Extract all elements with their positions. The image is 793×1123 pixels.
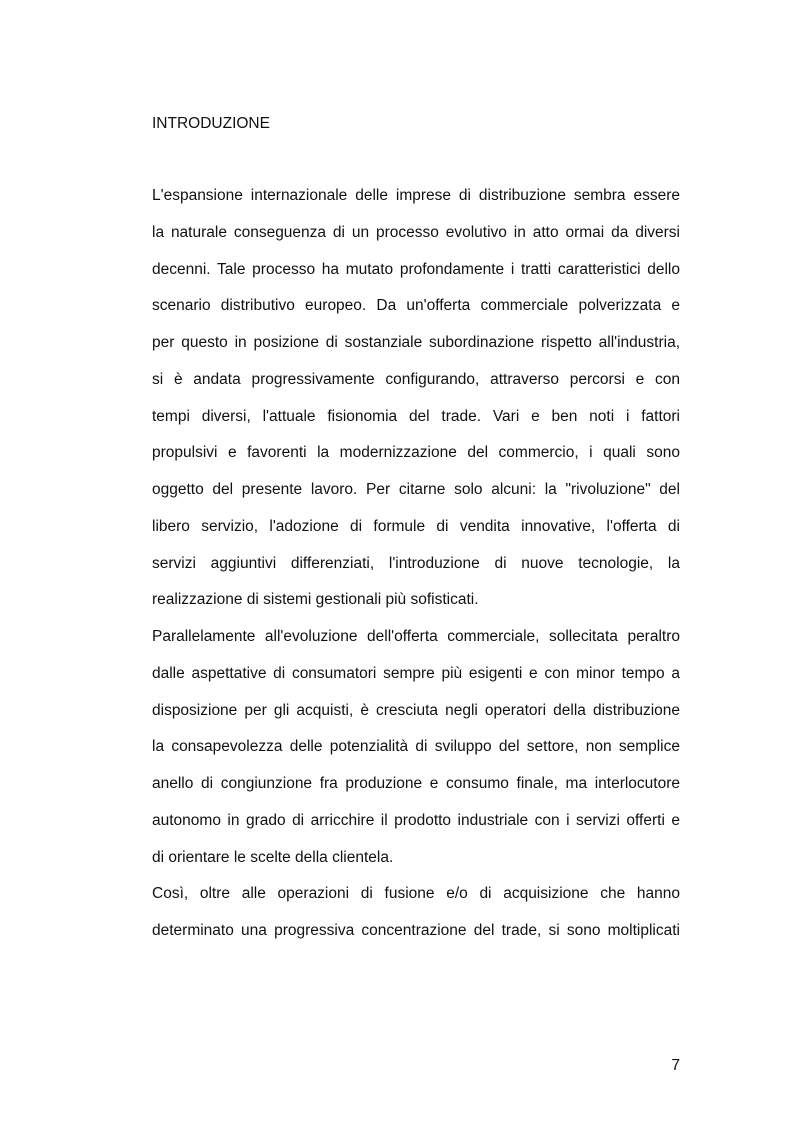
body-line: la naturale conseguenza di un processo evolutivo in atto ormai da diversi bbox=[152, 224, 680, 241]
body-line: realizzazione di sistemi gestionali più sofisticati. bbox=[152, 591, 479, 608]
body-line: decenni. Tale processo ha mutato profondamente i tratti caratteristici dello bbox=[152, 261, 680, 278]
body-line: anello di congiunzione fra produzione e consumo finale, ma interlocutore bbox=[152, 775, 680, 792]
body-line: L'espansione internazionale delle imprese di distribuzione sembra essere bbox=[152, 187, 680, 204]
body-line: libero servizio, l'adozione di formule di vendita innovative, l'offerta di bbox=[152, 518, 680, 535]
body-line: oggetto del presente lavoro. Per citarne solo alcuni: la "rivoluzione" del bbox=[152, 481, 680, 498]
body-line: servizi aggiuntivi differenziati, l'introduzione di nuove tecnologie, la bbox=[152, 555, 680, 572]
section-heading: INTRODUZIONE bbox=[152, 115, 270, 132]
body-line: Così, oltre alle operazioni di fusione e/o di acquisizione che hanno bbox=[152, 885, 680, 902]
body-line: scenario distributivo europeo. Da un'offerta commerciale polverizzata e bbox=[152, 297, 680, 314]
body-line: la consapevolezza delle potenzialità di sviluppo del settore, non semplice bbox=[152, 738, 680, 755]
body-line: tempi diversi, l'attuale fisionomia del trade. Vari e ben noti i fattori bbox=[152, 408, 680, 425]
body-line: propulsivi e favorenti la modernizzazione del commercio, i quali sono bbox=[152, 444, 680, 461]
body-line: disposizione per gli acquisti, è cresciuta negli operatori della distribuzione bbox=[152, 702, 680, 719]
body-line: Parallelamente all'evoluzione dell'offerta commerciale, sollecitata peraltro bbox=[152, 628, 680, 645]
body-line: di orientare le scelte della clientela. bbox=[152, 849, 394, 866]
page-number: 7 bbox=[671, 1057, 680, 1074]
body-line: per questo in posizione di sostanziale subordinazione rispetto all'industria, bbox=[152, 334, 680, 351]
body-line: dalle aspettative di consumatori sempre più esigenti e con minor tempo a bbox=[152, 665, 680, 682]
body-line: si è andata progressivamente configurando, attraverso percorsi e con bbox=[152, 371, 680, 388]
body-line: autonomo in grado di arricchire il prodotto industriale con i servizi offerti e bbox=[152, 812, 680, 829]
body-line: determinato una progressiva concentrazione del trade, si sono moltiplicati bbox=[152, 922, 680, 939]
